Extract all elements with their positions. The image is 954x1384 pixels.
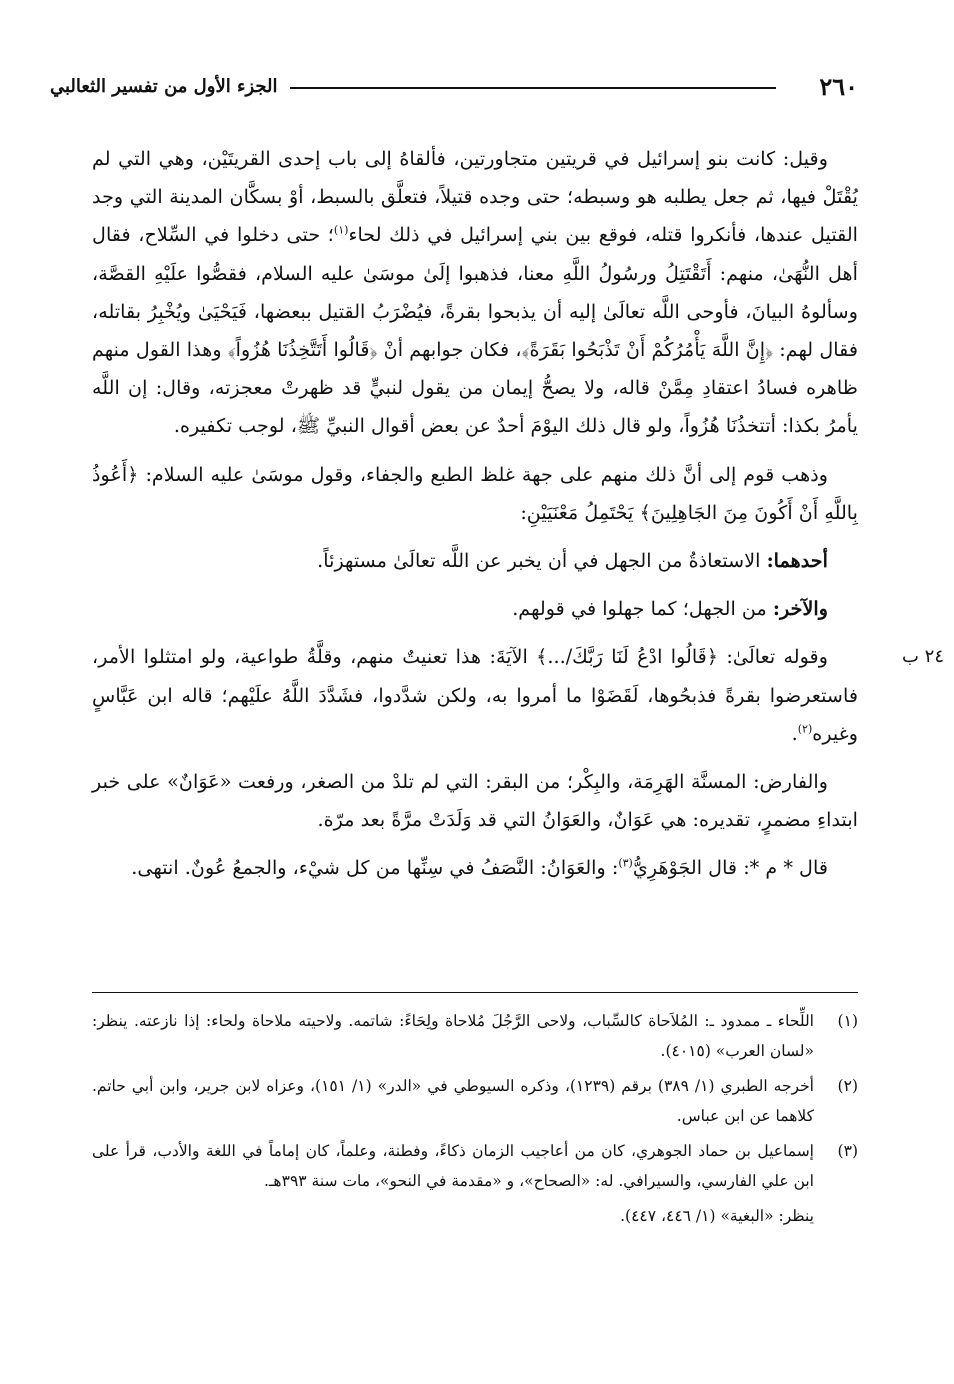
footnote-number: (٢)	[837, 1077, 858, 1095]
label-first: أحدهما:	[766, 549, 828, 573]
footnote-2	[92, 1071, 858, 1131]
footnote-3-reference: ينظر: «البغية» (١/ ٤٤٦، ٤٤٧).	[620, 1207, 814, 1225]
label-second: والآخر:	[772, 597, 828, 621]
margin-folio: ٢٤ ب	[901, 646, 944, 668]
footnote-text: أخرجه الطبري (١/ ٣٨٩) برقم (١٢٣٩)، وذكره السيوطي في «الدر» (١/ ١٥١)، وعزاه لابن جرير، وابن أبي حاتم. كلاهما عن ابن عباس.	[92, 1077, 814, 1125]
paragraph-7	[92, 849, 858, 887]
paragraph-7-text-a: قال * م *: قال الجَوْهَرِيُّ	[632, 856, 828, 880]
running-header	[50, 72, 858, 104]
footnote-separator	[92, 992, 858, 993]
paragraph-7-text-b: : والعَوَانُ: النَّصَفُ في سِنِّها من كل شيْء، والجمعُ عُونٌ. انتهى.	[131, 856, 619, 880]
header-rule	[290, 87, 776, 89]
paragraph-1-text-b: ؛ حتى دخلوا في السِّلاح، فقال أهل النُّهَىٰ، منهم: أَتَقْتَتِلُ ورسُولُ اللَّهِ معنا، فذهبوا إلَىٰ موسَىٰ عليه السلام، فقصُّوا علَيْهِ القصَّة، وسألوهُ البيانَ، فأوحى اللَّه تعالَىٰ إليه أن يذبحوا بقرةً، فيُضْرَبُ القتيل ببعضها، فَيَحْيَىٰ ويُخْبِرُ بقاتله، فقال لهم: ﴿إِنَّ اللَّهَ يَأْمُرُكُمْ أَنْ تَذْبَحُوا بَقَرَةً﴾، فكان جوابهم أنْ ﴿قَالُوا أَتَتَّخِذُنَا هُزُواً﴾ وهذا القول منهم ظاهره فسادُ اعتقادِ مِمَّنْ قاله، ولا يصحُّ إيمان من يقول لنبيٍّ قد ظهرتْ معجزته، وقال: إن اللَّه يأمرُ بكذا: أتتخذُنَا هُزُواً، ولو قال ذلك اليوْمَ أحدٌ عن بعض أقوال النبيِّ ﷺ، لوجب تكفيره.	[92, 223, 858, 438]
paragraph-1-text-a: وقيل: كانت بنو إسرائيل في قريتين متجاورتين، فألقاهُ إلى باب إحدى القريتَيْن، وهي التي لم يُقْتَلْ فيها، ثم جعل يطلبه هو وسبطه؛ حتى وجده قتيلاً، فتعلَّق بالسبط، أوْ بسكَّان المدينة التي وجد القتيل عندها، فأنكروا قتله، فوقع بين بني إسرائيل في ذلك لحاء	[92, 147, 858, 247]
paragraph-5-text: وقوله تعالَىٰ: ﴿قَالُوا ادْعُ لَنَا رَبَّكَ/...﴾ الآيَةَ: هذا تعنيتٌ منهم، وقلَّةُ طواعية، ولو امتثلوا الأمر، فاستعرضوا بقرةً فذبحُوها، لَقَضَوْا ما أمروا به، ولكن شدَّدوا، فشَدَّدَ اللَّهُ علَيْهم؛ قاله ابن عَبَّاسٍ وغيره	[92, 645, 858, 745]
paragraph-3-text: الاستعاذةُ من الجهل في أن يخبر عن اللَّه تعالَىٰ مستهزئاً.	[317, 549, 761, 573]
paragraph-3	[92, 542, 858, 580]
paragraph-5-wrap	[92, 638, 944, 753]
footnote-number: (١)	[837, 1012, 858, 1030]
footnote-3	[92, 1136, 858, 1196]
paragraph-6: والفارض: المسنَّة الهَرِمَة، والبِكْر؛ من البقر: التي لم تلدْ من الصغر، ورفعت «عَوَانٌ» على خبر ابتداءِ مضمرٍ، تقديره: هي عَوَانٌ، والعَوَانُ التي قد وَلَدَتْ مرَّةً بعد مرّة.	[92, 770, 858, 832]
footnote-ref-2: (٢)	[797, 722, 813, 736]
footnote-text: إسماعيل بن حماد الجوهري، كان من أعاجيب الزمان ذكاءً، وفطنة، وعلماً، كان إماماً في اللغة والأدب، قرأ على ابن علي الفارسي، والسيرافي. له: «الصحاح»، و «مقدمة في النحو»، مات سنة ٣٩٣هـ.	[92, 1142, 814, 1190]
footnote-ref-1: (١)	[333, 224, 349, 238]
paragraph-5-end: .	[791, 721, 798, 745]
paragraph-1	[92, 140, 858, 446]
paragraph-4	[92, 590, 858, 628]
running-title: الجزء الأول من تفسير الثعالبي	[50, 76, 278, 97]
page-number: ٢٦٠	[819, 72, 858, 101]
footnote-number: (٣)	[837, 1142, 858, 1160]
footnotes	[92, 1006, 858, 1231]
paragraph-5	[92, 638, 858, 753]
main-text	[92, 140, 944, 898]
footnote-text: اللِّحاء ـ ممدود ـ: المُلاَحاة كالسِّباب، ولاحى الرَّجُلَ مُلاحاة ولِحَاءً: شاتمه. ولاحيته ملاحاة ولحاء: إذا نازعته. ينظر: «لسان العرب» (٤٠١٥).	[92, 1012, 814, 1060]
footnote-ref-3: (٣)	[618, 857, 633, 871]
footnote-1	[92, 1006, 858, 1066]
paragraph-4-text: من الجهل؛ كما جهلوا في قولهم.	[512, 597, 767, 621]
paragraph-2: وذهب قوم إلى أنَّ ذلك منهم على جهة غلظ الطبع والجفاء، وقول موسَىٰ عليه السلام: ﴿أَعُوذُ بِاللَّهِ أَنْ أَكُونَ مِنَ الجَاهِلِينَ﴾ يَحْتَمِلُ مَعْنَيَيْنِ:	[92, 462, 858, 524]
